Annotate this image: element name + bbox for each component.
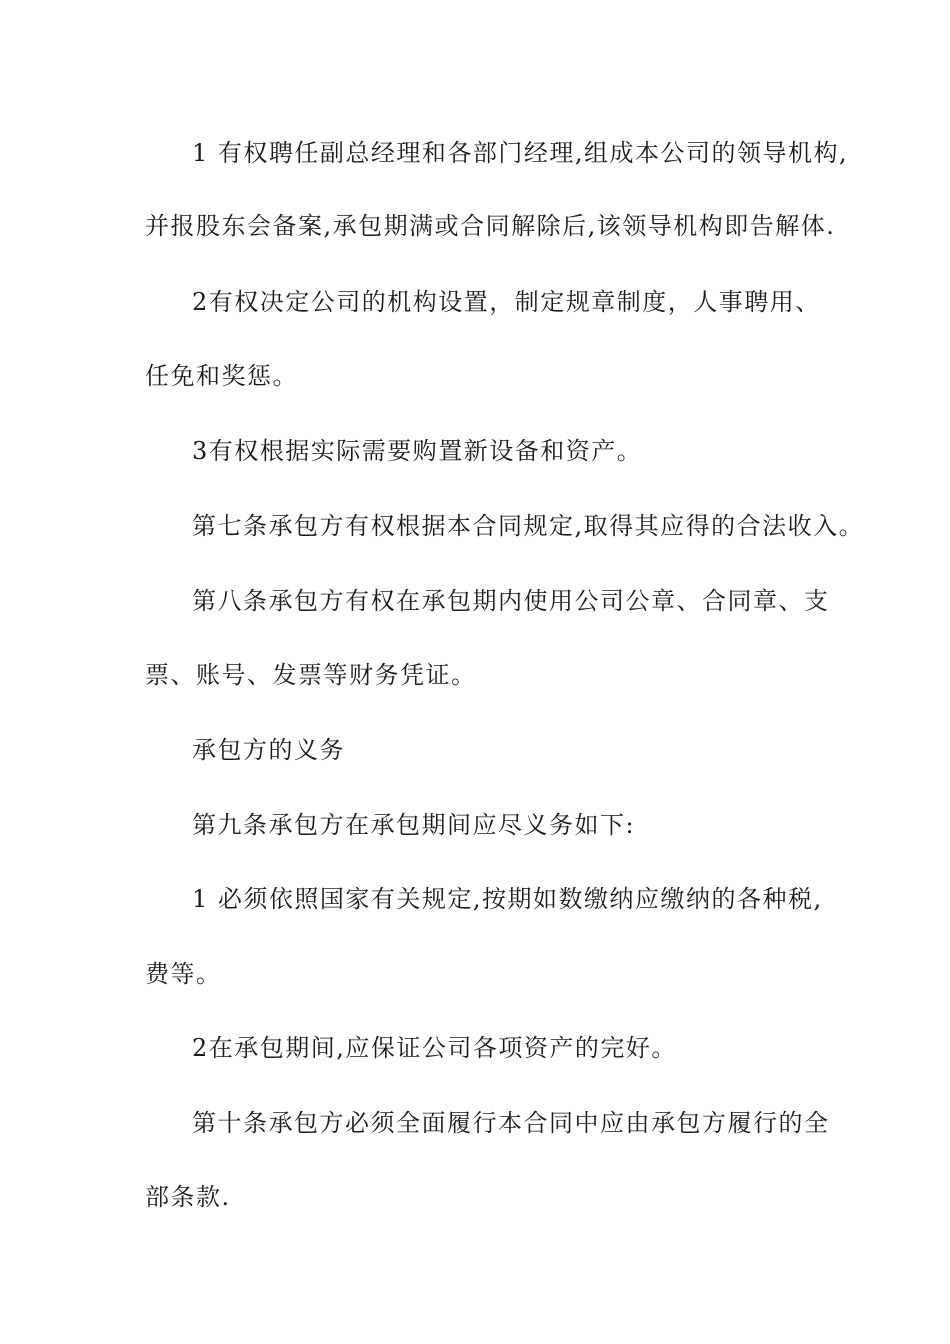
paragraph-line: 2在承包期间,应保证公司各项资产的完好。 bbox=[192, 1034, 677, 1062]
paragraph-line: 第七条承包方有权根据本合同规定,取得其应得的合法收入。 bbox=[192, 512, 865, 540]
paragraph-line: 2有权决定公司的机构设置，制定规章制度，人事聘用、 bbox=[192, 288, 821, 316]
paragraph-line: 第十条承包方必须全面履行本合同中应由承包方履行的全 bbox=[192, 1109, 830, 1137]
paragraph-line: 费等。 bbox=[145, 960, 222, 988]
paragraph-line: 第八条承包方有权在承包期内使用公司公章、合同章、支 bbox=[192, 587, 830, 615]
paragraph-line: 任免和奖惩。 bbox=[145, 362, 298, 390]
section-heading: 承包方的义务 bbox=[192, 736, 345, 764]
paragraph-line: 部条款. bbox=[145, 1183, 231, 1211]
paragraph-line: 1 有权聘任副总经理和各部门经理,组成本公司的领导机构, bbox=[192, 139, 849, 167]
paragraph-line: 并报股东会备案,承包期满或合同解除后,该领导机构即告解体. bbox=[145, 212, 836, 240]
paragraph-line: 票、账号、发票等财务凭证。 bbox=[145, 661, 477, 689]
paragraph-line: 第九条承包方在承包期间应尽义务如下: bbox=[192, 811, 636, 839]
paragraph-line: 1 必须依照国家有关规定,按期如数缴纳应缴纳的各种税, bbox=[192, 885, 823, 913]
paragraph-line: 3有权根据实际需要购置新设备和资产。 bbox=[192, 437, 643, 465]
